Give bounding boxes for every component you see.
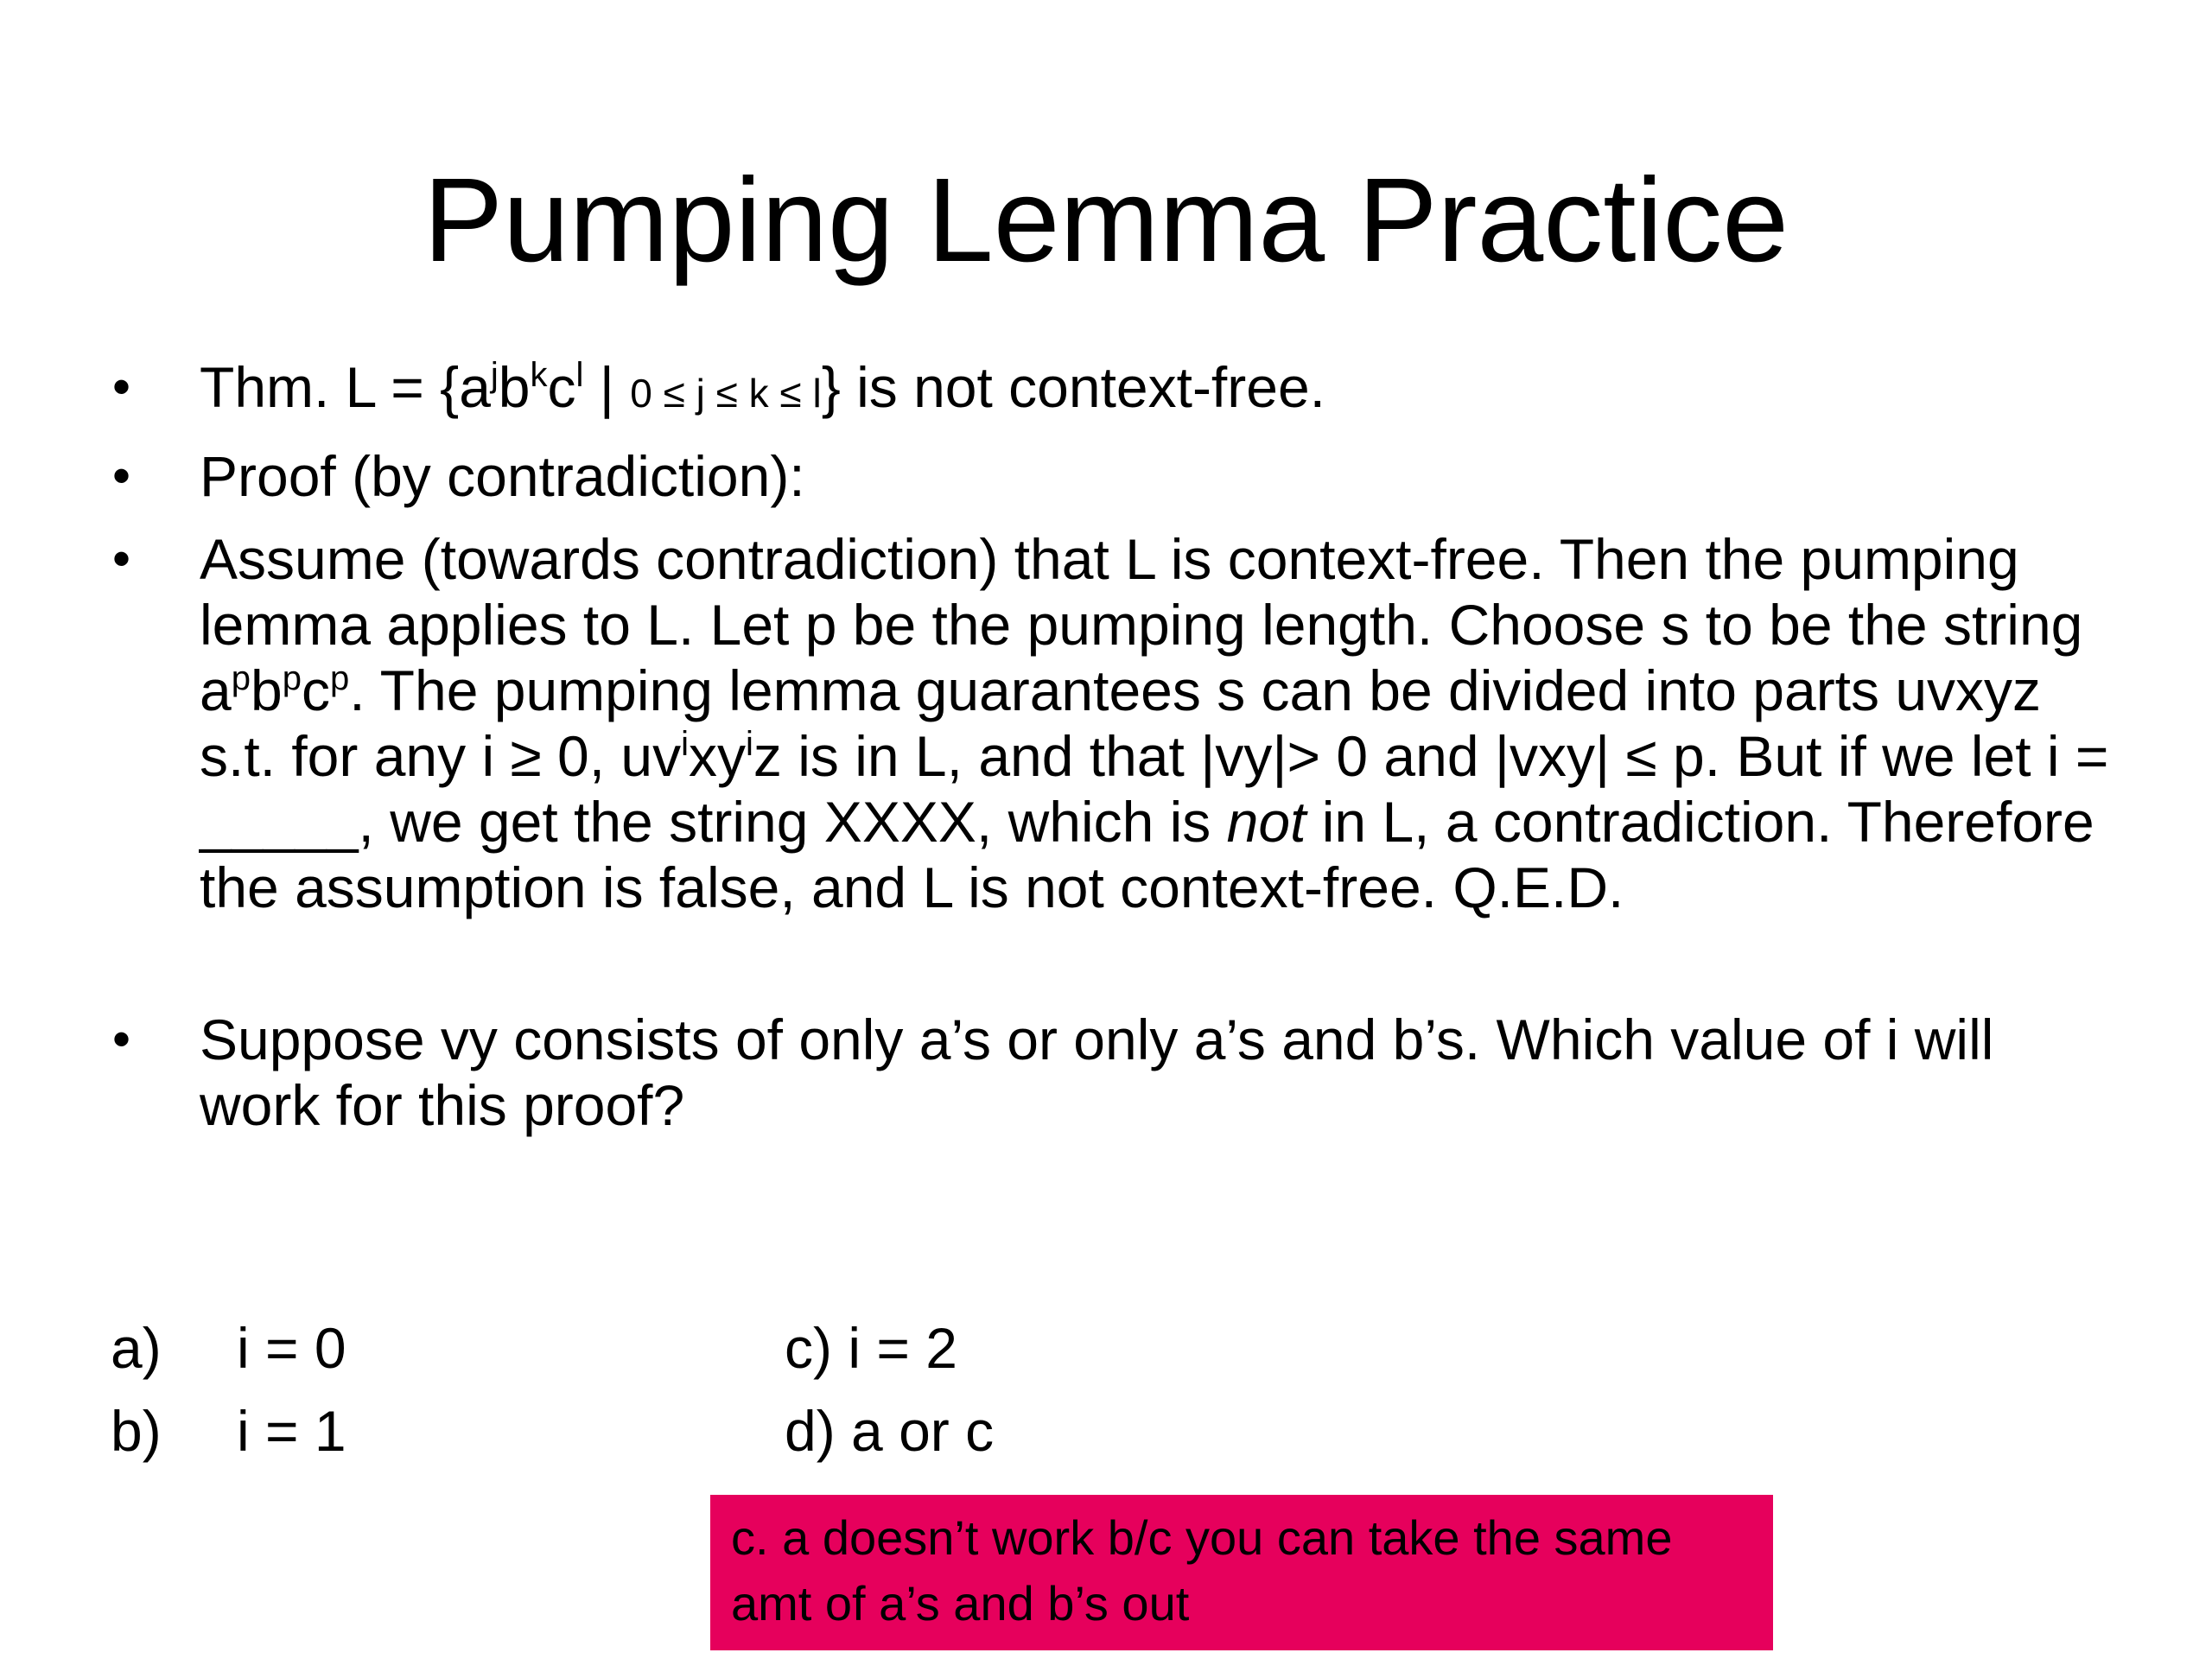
sup-i2: i	[746, 725, 753, 763]
option-b	[111, 1389, 346, 1472]
option-d	[785, 1389, 994, 1472]
slide-title: Pumping Lemma Practice	[423, 154, 1789, 287]
assume-part4: in L, a contradiction. Therefore the assumption is false, and L is not context-free. Q.E.D.	[200, 790, 2094, 919]
question-text: Suppose vy consists of only a’s or only a’s and b’s. Which value of i will work for this proof?	[200, 1007, 1994, 1137]
assume-not: not	[1226, 790, 1306, 854]
thm-prefix: Thm. L = {a	[200, 355, 491, 419]
option-letter: c)	[785, 1316, 832, 1380]
bullet-question	[111, 1007, 2115, 1138]
bullet-dot-icon: •	[112, 1010, 131, 1068]
assume-part1: Assume (towards contradiction) that L is context-free. Then the pumping lemma applies to L. Let p be the pumping length. Choose s to be the string a	[200, 527, 2083, 722]
bullet-assume	[111, 526, 2115, 920]
assume-part2: . The pumping lemma guarantees s can be divided into parts uvxyz s.t. for any i ≥ 0, uv	[200, 658, 2042, 788]
option-text: i = 2	[848, 1316, 957, 1380]
bullet-dot-icon: •	[112, 447, 131, 505]
option-a	[111, 1306, 346, 1389]
proof-label: Proof (by contradiction):	[200, 444, 805, 508]
thm-bar: |	[583, 355, 631, 419]
bullet-theorem	[111, 354, 2115, 426]
option-letter: a)	[111, 1316, 162, 1380]
sup-k: k	[530, 356, 548, 394]
option-text: i = 1	[237, 1399, 346, 1463]
option-text: a or c	[851, 1399, 995, 1463]
bullet-dot-icon: •	[112, 530, 131, 588]
option-letter: d)	[785, 1399, 836, 1463]
thm-c: c	[547, 355, 576, 419]
option-letter: b)	[111, 1399, 162, 1463]
assume-xy: xy	[689, 724, 746, 788]
option-c	[785, 1306, 957, 1389]
bullet-list	[111, 354, 2115, 1155]
sup-p3: p	[329, 659, 350, 697]
assume-c: c	[301, 658, 330, 722]
sup-p1: p	[231, 659, 251, 697]
thm-b: b	[498, 355, 531, 419]
answer-annotation: c. a doesn’t work b/c you can take the same amt of a’s and b’s out	[710, 1495, 1773, 1650]
bullet-proof	[111, 443, 2115, 509]
sup-j: j	[490, 356, 499, 394]
sup-i1: i	[681, 725, 689, 763]
thm-suffix: } is not context-free.	[821, 355, 1325, 419]
thm-condition: 0 ≤ j ≤ k ≤ l	[630, 371, 822, 416]
bullet-dot-icon: •	[112, 358, 131, 416]
assume-b: b	[250, 658, 283, 722]
option-text: i = 0	[237, 1316, 346, 1380]
sup-l: l	[575, 356, 584, 394]
sup-p2: p	[282, 659, 302, 697]
assume-part3: z is in L, and that |vy|> 0 and |vxy| ≤ p. But if we let i = _____, we get the string XXXX, which is	[200, 724, 2109, 854]
